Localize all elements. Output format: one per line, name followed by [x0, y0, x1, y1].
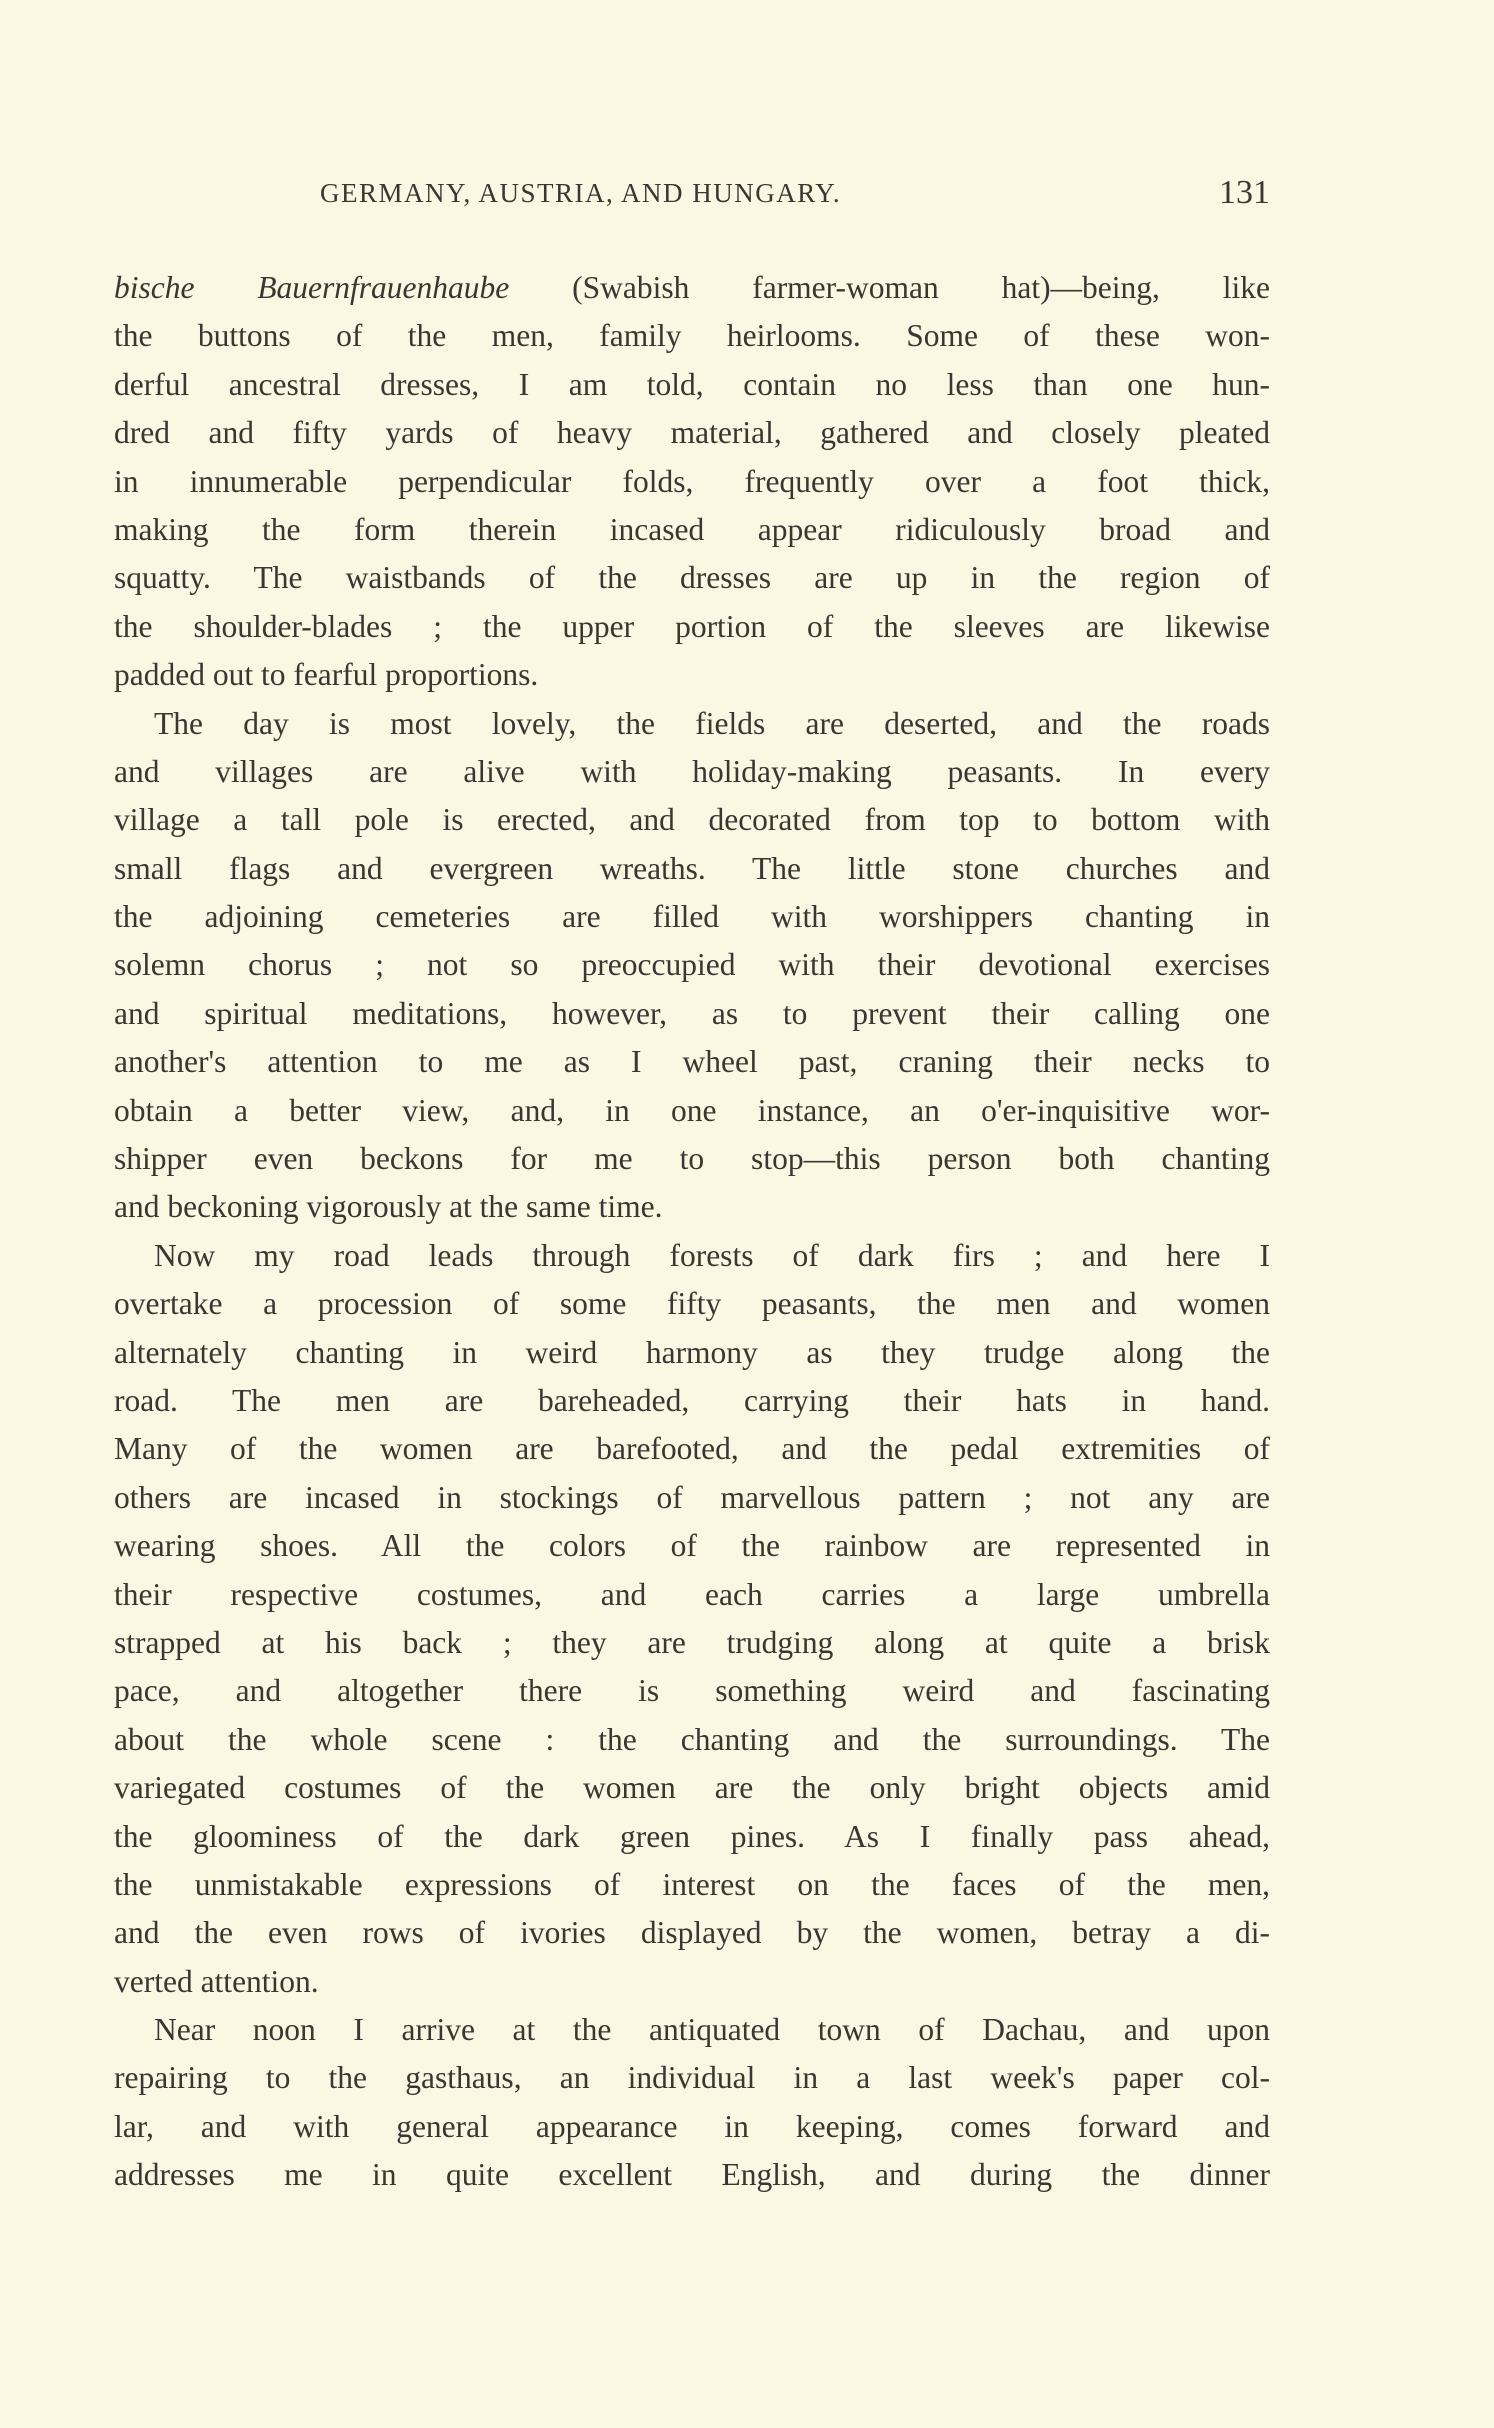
- text-line: the shoulder-blades ; the upper portion of the sleeves are likewise: [114, 608, 1270, 644]
- text-line: making the form therein incased appear ridiculously broad and: [114, 511, 1270, 547]
- text-line: verted attention.: [114, 1963, 319, 1999]
- text-line: repairing to the gasthaus, an individual in a last week's paper col-: [114, 2060, 1270, 2096]
- text-line: another's attention to me as I wheel past, craning their necks to: [114, 1044, 1270, 1080]
- text-line: others are incased in stockings of marvellous pattern ; not any are: [114, 1479, 1270, 1515]
- page-number: 131: [1219, 174, 1270, 211]
- text-line: dred and fifty yards of heavy material, gathered and closely pleated: [114, 415, 1270, 451]
- text-line: addresses me in quite excellent English, and during the dinner: [114, 2157, 1270, 2193]
- text-line: obtain a better view, and, in one instance, an o'er-inquisitive wor-: [114, 1092, 1270, 1128]
- text-line: squatty. The waistbands of the dresses are up in the region of: [114, 560, 1270, 596]
- text-line: Now my road leads through forests of dark firs ; and here I: [154, 1237, 1270, 1273]
- text-line: the unmistakable expressions of interest on the faces of the men,: [114, 1866, 1270, 1902]
- text-line: solemn chorus ; not so preoccupied with their devotional exercises: [114, 947, 1270, 983]
- text-line: and beckoning vigorously at the same time.: [114, 1189, 663, 1225]
- paragraph: [114, 312, 1270, 699]
- text-line: Near noon I arrive at the antiquated town of Dachau, and upon: [154, 2012, 1270, 2048]
- paragraphs: [114, 312, 1270, 2199]
- page-body: [114, 264, 1270, 2200]
- paragraph: [114, 2006, 1270, 2200]
- text-line: strapped at his back ; they are trudging along at quite a brisk: [114, 1624, 1270, 1660]
- running-title: GERMANY, AUSTRIA, AND HUNGARY.: [320, 178, 842, 208]
- text-line: village a tall pole is erected, and decorated from top to bottom with: [114, 802, 1270, 838]
- text-line: and the even rows of ivories displayed by the women, betray a di-: [114, 1915, 1270, 1951]
- text-line: and spiritual meditations, however, as to prevent their calling one: [114, 995, 1270, 1031]
- paragraph: [114, 700, 1270, 1232]
- text-line: their respective costumes, and each carries a large umbrella: [114, 1576, 1270, 1612]
- text-line: the buttons of the men, family heirlooms. Some of these won-: [114, 318, 1270, 354]
- text-line: pace, and altogether there is something weird and fascinating: [114, 1673, 1270, 1709]
- text-line: The day is most lovely, the fields are deserted, and the roads: [154, 705, 1270, 741]
- text-line: Many of the women are barefooted, and the pedal extremities of: [114, 1431, 1270, 1467]
- text-line: road. The men are bareheaded, carrying their hats in hand.: [114, 1382, 1270, 1418]
- italic-term: bische Bauernfrauenhaube: [114, 270, 510, 305]
- text-line: derful ancestral dresses, I am told, contain no less than one hun-: [114, 366, 1270, 402]
- text-line: variegated costumes of the women are the only bright objects amid: [114, 1770, 1270, 1806]
- text-fragment: (Swabish farmer-woman hat)—being, like: [509, 270, 1270, 305]
- text-line: overtake a procession of some fifty peasants, the men and women: [114, 1286, 1270, 1322]
- page-header: [114, 174, 1270, 222]
- text-line: alternately chanting in weird harmony as they trudge along the: [114, 1334, 1270, 1370]
- text-line: wearing shoes. All the colors of the rainbow are represented in: [114, 1528, 1270, 1564]
- text-line: in innumerable perpendicular folds, frequently over a foot thick,: [114, 463, 1270, 499]
- text-line: and villages are alive with holiday-making peasants. In every: [114, 753, 1270, 789]
- text-line: [114, 264, 1270, 312]
- text-line: padded out to fearful proportions.: [114, 657, 539, 693]
- text-line: the gloominess of the dark green pines. As I finally pass ahead,: [114, 1818, 1270, 1854]
- text-line: the adjoining cemeteries are filled with worshippers chanting in: [114, 899, 1270, 935]
- text-line: small flags and evergreen wreaths. The little stone churches and: [114, 850, 1270, 886]
- paragraph: [114, 1232, 1270, 2006]
- text-line: shipper even beckons for me to stop—this person both chanting: [114, 1141, 1270, 1177]
- text-line: lar, and with general appearance in keeping, comes forward and: [114, 2108, 1270, 2144]
- text-line: about the whole scene : the chanting and the surroundings. The: [114, 1721, 1270, 1757]
